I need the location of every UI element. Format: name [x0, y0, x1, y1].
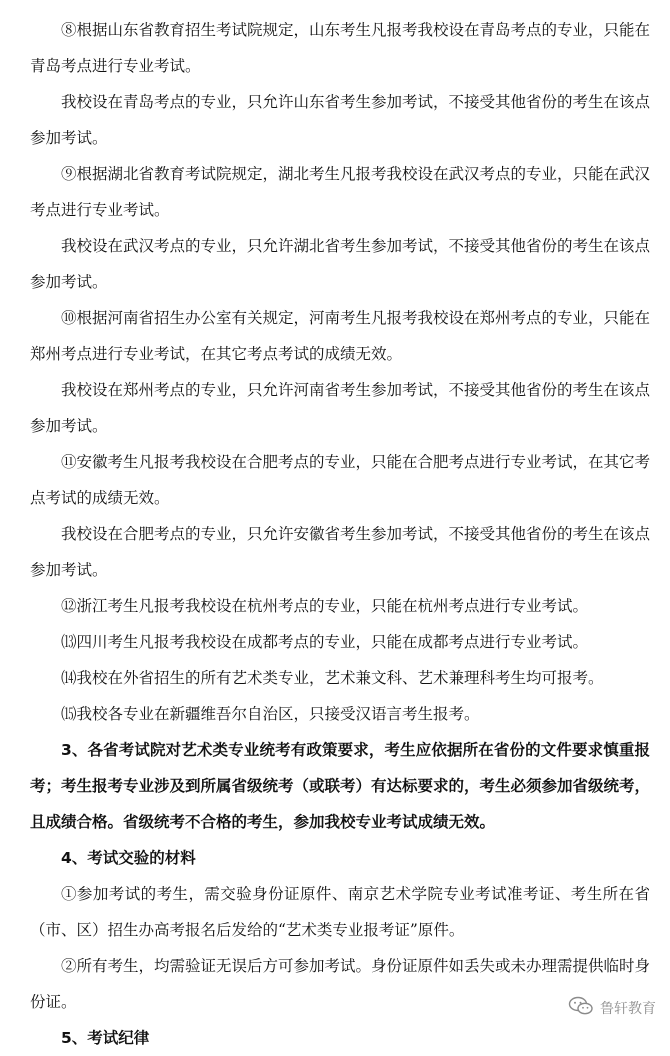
paragraph-item-13: ⒀四川考生凡报考我校设在成都考点的专业，只能在成都考点进行专业考试。 — [61, 633, 589, 651]
document-body — [30, 12, 650, 1056]
paragraph-item-11-note: 我校设在合肥考点的专业，只允许安徽省考生参加考试，不接受其他省份的考生在该点参加考试。 — [30, 525, 651, 579]
paragraph-item-15: ⒂我校各专业在新疆维吾尔自治区，只接受汉语言考生报考。 — [61, 705, 480, 723]
paragraph-item-14: ⒁我校在外省招生的所有艺术类专业，艺术兼文科、艺术兼理科考生均可报考。 — [61, 669, 604, 687]
paragraph-item-9: ⑨根据湖北省教育考试院规定，湖北考生凡报考我校设在武汉考点的专业，只能在武汉考点进行专业考试。 — [30, 165, 651, 219]
section-5-heading: 5、考试纪律 — [61, 1029, 150, 1047]
section-4-item-1: ①参加考试的考生，需交验身份证原件、南京艺术学院专业考试准考证、考生所在省（市、区）招生办高考报名后发给的“艺术类专业报考证”原件。 — [30, 885, 650, 939]
paragraph-item-12: ⑫浙江考生凡报考我校设在杭州考点的专业，只能在杭州考点进行专业考试。 — [61, 597, 589, 615]
paragraph-item-10: ⑩根据河南省招生办公室有关规定，河南考生凡报考我校设在郑州考点的专业，只能在郑州考点进行专业考试，在其它考点考试的成绩无效。 — [30, 309, 651, 363]
watermark — [568, 996, 656, 1020]
wechat-icon — [568, 996, 594, 1020]
watermark-text: 鲁轩教育 — [600, 1001, 656, 1017]
section-3-policy: 3、各省考试院对艺术类专业统考有政策要求，考生应依据所在省份的文件要求慎重报考；考生报考专业涉及到所属省级统考（或联考）有达标要求的，考生必须参加省级统考，且成绩合格。省级统考不合格的考生，参加我校专业考试成绩无效。 — [30, 741, 651, 831]
section-4-heading: 4、考试交验的材料 — [61, 849, 196, 867]
paragraph-item-8: ⑧根据山东省教育招生考试院规定，山东考生凡报考我校设在青岛考点的专业，只能在青岛考点进行专业考试。 — [30, 21, 651, 75]
section-4-item-2: ②所有考生，均需验证无误后方可参加考试。身份证原件如丢失或未办理需提供临时身份证。 — [30, 957, 651, 1011]
paragraph-item-10-note: 我校设在郑州考点的专业，只允许河南省考生参加考试，不接受其他省份的考生在该点参加考试。 — [30, 381, 651, 435]
paragraph-item-8-note: 我校设在青岛考点的专业，只允许山东省考生参加考试，不接受其他省份的考生在该点参加考试。 — [30, 93, 651, 147]
paragraph-item-9-note: 我校设在武汉考点的专业，只允许湖北省考生参加考试，不接受其他省份的考生在该点参加考试。 — [30, 237, 651, 291]
paragraph-item-11: ⑪安徽考生凡报考我校设在合肥考点的专业，只能在合肥考点进行专业考试，在其它考点考试的成绩无效。 — [30, 453, 651, 507]
